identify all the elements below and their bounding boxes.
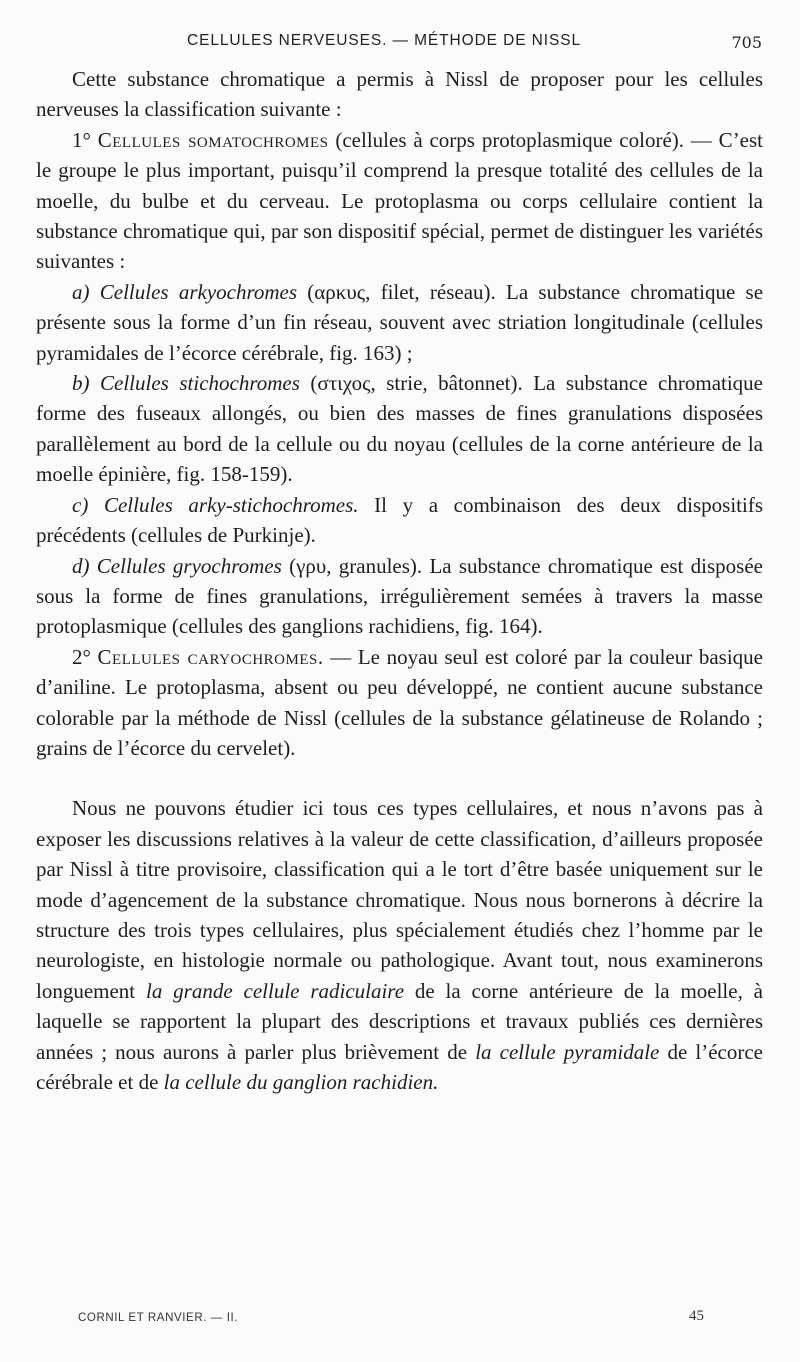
running-title: CELLULES NERVEUSES. — MÉTHODE DE NISSL (187, 32, 581, 49)
paragraph-text: (γρυ, granules). La substance chromatique est disposée sous la forme de fines granulations, irrégulièrement semées à travers la masse protoplasmique (cellules des ganglions rachidiens, fig. 164). (36, 553, 763, 639)
page-number: 705 (731, 33, 762, 52)
term-arky-stichochromes: Cellules arky-stichochromes. (103, 492, 359, 517)
term-gryochromes: Cellules gryochromes (96, 553, 282, 578)
item-number: 2° (72, 644, 91, 669)
term-cellule-pyramidale: la cellule pyramidale (475, 1039, 660, 1064)
item-label: d) (72, 553, 90, 578)
page-header (32, 30, 762, 58)
term-somatochromes: Cellules somatochromes (97, 127, 329, 152)
item-number: 1° (72, 127, 91, 152)
paragraph-text: (cellules à corps protoplasmique coloré). — C’est le groupe le plus important, puisqu’il comprend la presque totalité des cellules de la moelle, du bulbe et du cerveau. Le protoplasma ou corps cellulaire contient la substance chromatique qui, par son dispositif spécial, permet de distinguer les variétés suivantes : (36, 127, 764, 274)
body-text (36, 64, 763, 1097)
paragraph-text: Il y a combinaison des deux dispositifs précédents (cellules de Purkinje). (36, 492, 763, 548)
paragraph-text: Nous ne pouvons étudier ici tous ces types cellulaires, et nous n’avons pas à exposer les discussions relatives à la valeur de cette classification, d’ailleurs proposée par Nissl à titre provisoire, classification qui a le tort d’être basée uniquement sur le mode d’agencement de la substance chromatique. Nous nous bornerons à décrire la structure des trois types cellulaires, plus spécialement étudiés chez l’homme par le neurologiste, en histologie normale ou pathologique. Avant tout, nous examinerons longuement (36, 796, 763, 1003)
term-arkyochromes: Cellules arkyochromes (99, 279, 298, 304)
paragraph-text: — Le noyau seul est coloré par la couleur basique d’aniline. Le protoplasma, absent ou peu développé, ne contient aucune substance colorable par la méthode de Nissl (cellules de la substance gélatineuse de Rolando ; grains de l’écorce du cervelet). (36, 644, 763, 760)
item-label: c) (72, 492, 89, 517)
paragraph-caryochromes (36, 642, 763, 764)
term-stichochromes: Cellules stichochromes (100, 371, 300, 396)
page-footer (78, 1308, 714, 1332)
item-label: a) (72, 279, 90, 304)
paragraph-conclusion (36, 793, 763, 1097)
footer-authors: CORNIL ET RANVIER. — II. (78, 1312, 239, 1324)
paragraph-intro: Cette substance chromatique a permis à Nissl de proposer pour les cellules nerveuses la classification suivante : (36, 67, 763, 122)
paragraph-spacer (36, 763, 763, 793)
paragraph-stichochromes (36, 368, 763, 490)
paragraph-text: (στιχος, strie, bâtonnet). La substance chromatique forme des fuseaux allongés, ou bien des masses de fines granulations disposées parallèlement au bord de la cellule ou du noyau (cellules de la corne antérieure de la moelle épinière, fig. 158-159). (36, 371, 764, 487)
paragraph-text: de l’écorce cérébrale et de (36, 1039, 764, 1094)
paragraph-arkyochromes (36, 277, 763, 368)
term-cellule-ganglion-rachidien: la cellule du ganglion rachidien. (163, 1070, 439, 1094)
term-caryochromes: Cellules caryochromes. (97, 644, 324, 669)
item-label: b) (72, 371, 90, 396)
paragraph-text: (αρκυς, filet, réseau). La substance chromatique se présente sous la forme d’un fin réseau, souvent avec striation longitudinale (cellules pyramidales de l’écorce cérébrale, fig. 163) ; (36, 279, 764, 365)
term-grande-cellule-radiculaire: la grande cellule radiculaire (146, 978, 405, 1003)
paragraph-text: de la corne antérieure de la moelle, à laquelle se rapportent la plupart des descriptions et travaux publiés ces dernières années ; nous aurons à parler plus brièvement de (36, 978, 763, 1064)
paragraph-somatochromes (36, 125, 763, 277)
signature-mark: 45 (689, 1308, 704, 1324)
paragraph-gryochromes (36, 551, 763, 642)
paragraph-arky-stichochromes (36, 490, 763, 551)
